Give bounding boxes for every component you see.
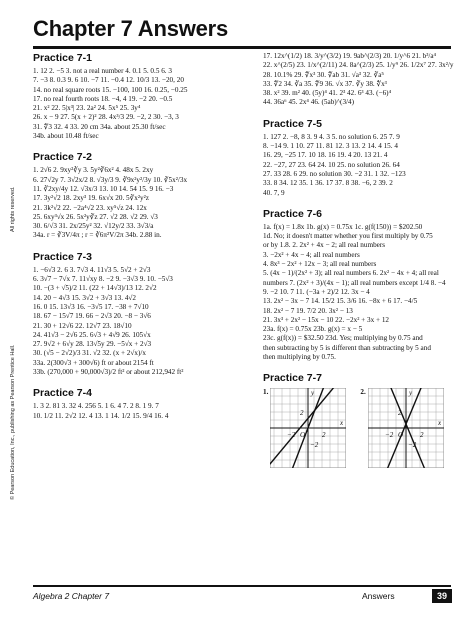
left-column <box>33 52 245 421</box>
answer-line: 23a. f(x) = 0.75x 23b. g(x) = x − 5 <box>263 325 363 334</box>
answer-line: 31. ∜3 32. 4 33. 20 cm 34a. about 25.30 ft/sec <box>33 122 166 131</box>
answer-line: 33. ∜2 34. ∛a 35. ∜9 36. √x 37. ∛y 38. ∜x³ <box>263 79 387 88</box>
answer-line: 1. −6√3 2. 6 3. 7√3 4. 11√3 5. 5√2 + 2√3 <box>33 265 151 274</box>
answer-line: 6. 3√7 − 7√x 7. 11√xy 8. −2 9. −3√3 9. 10. −5√3 <box>33 275 173 284</box>
x-tick-label: −2 <box>287 431 296 440</box>
answer-line: 33. 8 34. 12 35. 1 36. 17 37. 8 38. −6, 2 39. 2 <box>263 179 393 188</box>
sidebar-copyright <box>8 170 22 500</box>
sidebar-rights-text: All rights reserved. <box>10 186 16 232</box>
answer-line: 23c. g(f(x)) = $32.50 23d. Yes; multiplying by 0.75 and <box>263 334 423 343</box>
y-tick-label: 2 <box>300 409 304 418</box>
answer-line: 40. 7, 9 <box>263 188 285 197</box>
section-gap <box>33 241 245 251</box>
graph-1 <box>263 388 346 468</box>
answer-line: 4. 8x³ − 2x² + 12x − 3; all real numbers <box>263 260 377 269</box>
answer-line: 44. 36a⁶ 45. 2x⁴ 46. (5ab)^(3/4) <box>263 98 355 107</box>
answer-line: 14. no real square roots 15. −100, 100 16. 0.25, −0.25 <box>33 85 188 94</box>
section-gap <box>263 362 463 372</box>
answer-line: 11. ∛2xy/4y 12. √3x/3 13. 10 14. 54 15. 9 16. −3 <box>33 184 174 193</box>
answer-line: 1d. No; it doesn't matter whether you first multiply by 0.75 <box>263 232 433 241</box>
answer-line: 28. 10.1% 29. ∜x³ 30. ∜ab 31. √a³ 32. ∛a⁵ <box>263 70 384 79</box>
answer-line: numbers 7. (2x² + 3)/(4x − 1); all real numbers except 1/4 8. −4 <box>263 278 446 287</box>
answer-line: 13. 2x² − 3x − 7 14. 15/2 15. 3/6 16. −8x + 6 17. −4/5 <box>263 297 418 306</box>
answer-line: 21. x² 22. 5|x³| 23. 2a² 24. 5x⁵ 25. 3y⁴ <box>33 104 141 113</box>
answer-line: 10. 1/2 11. 2√2 12. 4 13. 1 14. 1/2 15. 9/4 16. 4 <box>33 411 169 420</box>
answer-line: 1. 2√6 2. 9xy²∛y 3. 5y²∛6x² 4. 48x 5. 2xy <box>33 166 154 175</box>
answer-line: 1a. f(x) = 1.8x 1b. g(x) = 0.75x 1c. g(f(150)) = $202.50 <box>263 222 423 231</box>
answer-line: 7. −3 8. 0.3 9. 6 10. −7 11. −0.4 12. 10/3 13. −20, 20 <box>33 76 184 85</box>
answer-line: 1. 127 2. −8, 8 3. 9 4. 3 5. no solution 6. 25 7. 9 <box>263 132 400 141</box>
section-heading: Practice 7-3 <box>33 250 92 263</box>
x-tick-label: −2 <box>384 431 394 440</box>
answer-line: 34b. about 10.48 ft/sec <box>33 132 99 141</box>
footer-chapter: Algebra 2 Chapter 7 <box>33 591 110 601</box>
answer-line: 10. −(3 + √5)/2 11. (22 + 14√3)/13 12. 2√2 <box>33 284 157 293</box>
title-rule <box>33 46 451 49</box>
answer-line: 8. −14 9. 1 10. 27 11. 81 12. 3 13. 2 14. 4 15. 4 <box>263 142 398 151</box>
answer-line: 1. 12 2. −5 3. not a real number 4. 0.1 5. 0.5 6. 3 <box>33 67 172 75</box>
answer-line: 24. 41√3 − 2√6 25. 6√3 + 4√9 26. 105√x <box>33 330 151 339</box>
section-heading: Practice 7-5 <box>263 117 322 130</box>
answer-line: 21. 3x³ + 2x² − 15x − 10 22. −2x² + 3x + 12 <box>263 315 390 324</box>
section-gap <box>263 198 463 208</box>
answer-line: 3. −2x² + 4x − 4; all real numbers <box>263 250 360 259</box>
origin-label: O <box>300 431 306 440</box>
answer-line: 6. 27√2y 7. 3√2x/2 8. √3y/3 9. ∛9x²y²/3y 10. ∛5x²/3x <box>33 175 188 184</box>
section-heading: Practice 7-4 <box>33 387 92 400</box>
section-heading: Practice 7-6 <box>263 207 322 220</box>
origin-label: O <box>397 431 403 440</box>
answer-line: 27. 9√2 + 6√y 28. 13√5y 29. −5√x + 2√3 <box>33 340 152 349</box>
graph-2 <box>360 388 443 468</box>
section-gap <box>263 108 463 118</box>
section-heading: Practice 7-7 <box>263 372 322 385</box>
answer-line: 17. 12x^(1/2) 18. 3/y^(3/2) 19. 9ab^(2/3) 20. 1/y^6 21. b³/a⁴ <box>263 52 437 60</box>
section-gap <box>33 141 245 151</box>
answer-line: 16. 29, −25 17. 10 18. 16 19. 4 20. 13 21. 4 <box>263 151 388 160</box>
answer-line: 18. 2x² − 7 19. 7/2 20. 3x² − 13 <box>263 306 353 315</box>
graph-label: 2. <box>360 388 366 397</box>
graph-label: 1. <box>263 388 269 397</box>
graphs-row <box>263 388 463 468</box>
answer-line: 17. 3y²√2 18. 2xy³ 19. 6x√x 20. 5∛x²y²z <box>33 194 149 203</box>
answer-line: 9. −2 10. 7 11. (−3a + 2)/2 12. 3x − 4 <box>263 287 370 296</box>
answer-line: 26. x − 9 27. 5(x + 2)² 28. 4x³/3 29. −2, 2 30. −3, 3 <box>33 113 179 122</box>
answer-line: then subtracting by 5 is different than subtracting by 5 and <box>263 343 431 352</box>
answer-line: then multiplying by 0.75. <box>263 353 336 362</box>
page-number: 39 <box>432 589 452 603</box>
answer-line: 25. 6xy³√x 26. 5x²y∛z 27. √2 28. √2 29. √3 <box>33 212 158 221</box>
answer-line: or by 1.8. 2. 2x² + 4x − 2; all real numbers <box>263 241 386 250</box>
y-tick-label: −2 <box>310 441 319 450</box>
footer-answers: Answers <box>362 591 395 601</box>
coordinate-grid <box>270 388 346 468</box>
y-tick-label: 2 <box>397 409 402 418</box>
y-tick-label: −2 <box>407 441 417 450</box>
answer-line: 16. 0 15. 13√3 16. −3√5 17. −38 + 7√10 <box>33 302 149 311</box>
answer-line: 14. 20 − 4√3 15. 3√2 + 3√3 13. 4√2 <box>33 293 136 302</box>
right-column <box>263 52 463 468</box>
coordinate-grid <box>368 388 444 468</box>
section-heading: Practice 7-2 <box>33 151 92 164</box>
x-axis-label: x <box>437 419 441 428</box>
footer-rule <box>33 585 451 587</box>
answer-line: 1. 3 2. 81 3. 32 4. 256 5. 1 6. 4 7. 2 8. 1 9. 7 <box>33 402 159 411</box>
section-heading: Practice 7-1 <box>33 52 92 64</box>
section-gap <box>33 377 245 387</box>
y-axis-label: y <box>408 389 412 398</box>
answer-line: 18. 67 − 15√7 19. 66 − 2√3 20. −8 − 3√6 <box>33 312 151 321</box>
answer-line: 22. x^(2/5) 23. 1/x^(2/11) 24. 8a^(2/3) 25. 1/y⁹ 26. 1/2x⁷ 27. 3x²/y <box>263 61 454 70</box>
answer-line: 33a. 2(300√3 + 300√6) ft or about 2154 ft <box>33 358 154 367</box>
answer-line: 34a. r = ∛3V/4π ; r = ∛6π²V/2π 34b. 2.88 in. <box>33 231 162 240</box>
sidebar-copyright-text: © Pearson Education, Inc., publishing as Pearson Prentice Hall. <box>10 344 16 500</box>
x-tick-label: 2 <box>322 431 326 440</box>
y-axis-label: y <box>311 389 315 398</box>
answer-line: 17. no real fourth roots 18. −4, 4 19. −2 20. −0.5 <box>33 94 173 103</box>
answer-line: 21. 30 + 12√6 22. 12√7 23. 18√10 <box>33 321 132 330</box>
x-tick-label: 2 <box>419 431 424 440</box>
x-axis-label: x <box>340 419 344 428</box>
answer-line: 27. 33 28. 6 29. no solution 30. −2 31. 1 32. −123 <box>263 169 406 178</box>
answer-line: 21. 3k²√2 22. −2a⁴√2 23. xy⁵√z 24. 12x <box>33 203 147 212</box>
answer-line: 22. −27, 27 23. 64 24. 10 25. no solution 26. 64 <box>263 160 400 169</box>
answer-line: 30. 6/√3 31. 2x/25y² 32. √12y/2 33. 3√3/a <box>33 222 154 231</box>
answer-line: 5. (4x − 1)/(2x² + 3); all real numbers 6. 2x² − 4x + 4; all real <box>263 269 439 278</box>
answer-line: 30. (√5 − 2√2)/3 31. √2 32. (x + 2√x)/x <box>33 349 146 358</box>
answer-line: 38. x² 39. m² 40. (5y)⁴ 41. 2³ 42. 6³ 43. (−6)⁴ <box>263 89 392 98</box>
page-title: Chapter 7 Answers <box>33 16 229 41</box>
answer-line: 33b. (270,000 + 90,000√3)/2 ft² or about 212,942 ft² <box>33 368 184 377</box>
